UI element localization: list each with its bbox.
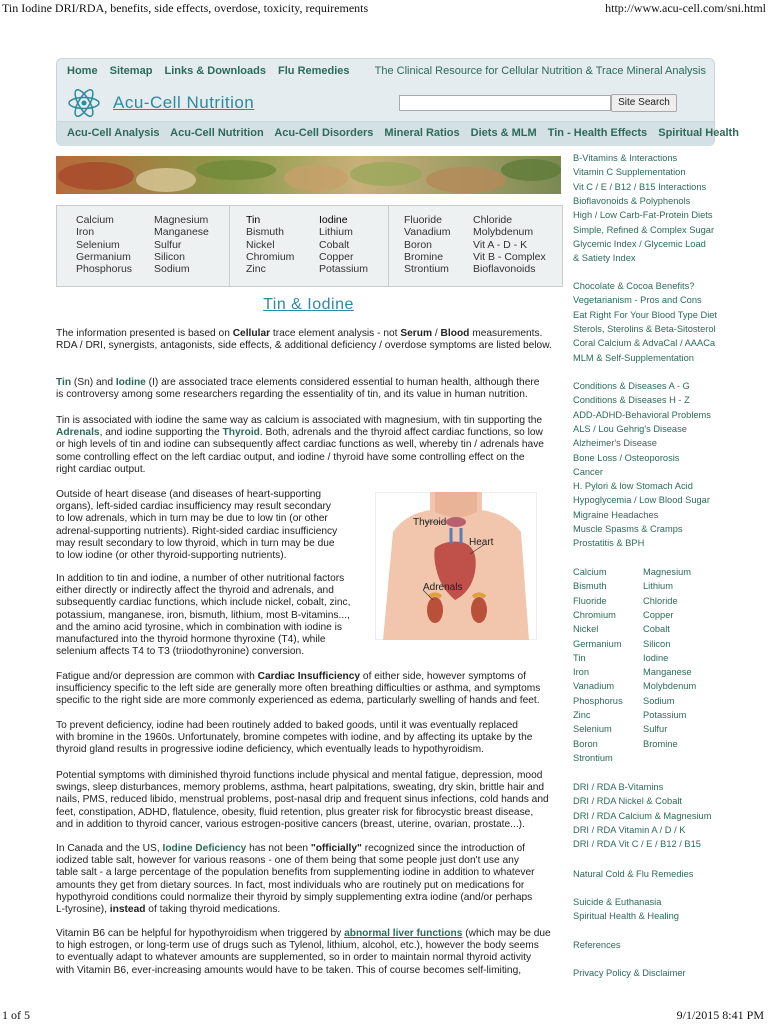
- sidebar-link[interactable]: Cancer: [573, 466, 603, 477]
- subnav-mineral-ratios[interactable]: Mineral Ratios: [384, 127, 460, 139]
- search-input[interactable]: [399, 95, 611, 111]
- sidebar-link[interactable]: DRI / RDA Nickel & Cobalt: [573, 796, 683, 807]
- subnav-tin-health-effects[interactable]: Tin - Health Effects: [547, 127, 648, 139]
- sidebar-mineral-link[interactable]: Strontium: [573, 752, 613, 763]
- nav-flu-remedies[interactable]: Flu Remedies: [278, 65, 350, 77]
- element-link-current[interactable]: Tin: [246, 214, 261, 226]
- thyroid-heart-adrenals-figure: [375, 492, 537, 640]
- sidebar-mineral-link[interactable]: Magnesium: [643, 567, 692, 577]
- paragraph-iodine-deficiency: In Canada and the US, Iodine Deficiency has not been "officially" recognized since the introduction of iodized table salt, however for various reasons - one of them being that some people just don't use any table salt - a large percentage of the population benefits from supplementing iodine in addition to whatever amounts they get from dietary sources. In fact, most individuals who are routinely put on medications for hypothyroid conditions could normalize their thyroid by simply supplementing extra iodine (and/or perhaps L-tyrosine), instead of taking thyroid medications.: [56, 843, 535, 916]
- sidebar-link[interactable]: Chocolate & Cocoa Benefits?: [573, 281, 695, 291]
- element-index: [56, 205, 563, 287]
- sidebar-link[interactable]: DRI / RDA Calcium & Magnesium: [573, 810, 712, 821]
- subnav-acu-cell-analysis[interactable]: Acu-Cell Analysis: [67, 127, 160, 139]
- sidebar-link[interactable]: H. Pylori & low Stomach Acid: [573, 481, 693, 492]
- element-column-3: [246, 214, 294, 275]
- sidebar-link[interactable]: Coral Calcium & AdvaCal / AAACa: [573, 338, 716, 349]
- element-column-6: [473, 214, 546, 275]
- sidebar-link[interactable]: Vitamin C Supplementation: [573, 167, 686, 178]
- sidebar-link[interactable]: MLM & Self-Supplementation: [573, 352, 694, 363]
- nav-home[interactable]: Home: [67, 65, 98, 77]
- sidebar-link[interactable]: Natural Cold & Flu Remedies: [573, 869, 694, 879]
- element-link[interactable]: Strontium: [404, 263, 449, 276]
- column-divider: [388, 206, 389, 286]
- sidebar-link[interactable]: DRI / RDA Vitamin A / D / K: [573, 824, 686, 835]
- sidebar-link[interactable]: Migraine Headaches: [573, 509, 659, 520]
- sidebar-mineral-link[interactable]: Lithium: [643, 581, 673, 592]
- figure-label-adrenals: Adrenals: [423, 582, 463, 593]
- abnormal-liver-functions-link[interactable]: abnormal liver functions: [344, 928, 463, 939]
- sidebar-link[interactable]: ADD-ADHD-Behavioral Problems: [573, 409, 711, 420]
- element-link[interactable]: Bromine: [404, 250, 444, 263]
- sidebar-mineral-link[interactable]: Cobalt: [643, 624, 670, 635]
- subnav-acu-cell-nutrition[interactable]: Acu-Cell Nutrition: [170, 127, 264, 139]
- sidebar-mineral-link[interactable]: Zinc: [573, 710, 591, 720]
- print-page-number: 1 of 5: [2, 1008, 30, 1022]
- sidebar-mineral-link[interactable]: Potassium: [643, 710, 687, 720]
- sidebar-link[interactable]: Eat Right For Your Blood Type Diet: [573, 309, 718, 320]
- sidebar-link[interactable]: Vit C / E / B12 / B15 Interactions: [573, 181, 707, 192]
- element-link[interactable]: Boron: [404, 238, 433, 251]
- sidebar-link[interactable]: & Satiety Index: [573, 253, 636, 264]
- sidebar-link[interactable]: Suicide & Euthanasia: [573, 897, 662, 907]
- sidebar-link[interactable]: Glycemic Index / Glycemic Load: [573, 238, 706, 249]
- element-column-2: [154, 214, 209, 275]
- print-footer: [0, 1006, 768, 1024]
- sidebar-mineral-link[interactable]: Copper: [643, 609, 674, 620]
- element-link[interactable]: Germanium: [76, 250, 131, 263]
- site-brand[interactable]: Acu-Cell Nutrition: [113, 93, 255, 112]
- sidebar-link[interactable]: Conditions & Diseases H - Z: [573, 395, 690, 406]
- subnav-acu-cell-disorders[interactable]: Acu-Cell Disorders: [274, 127, 374, 139]
- sidebar-mineral-link[interactable]: Chloride: [643, 595, 678, 606]
- sidebar-mineral-link[interactable]: Fluoride: [573, 595, 607, 606]
- element-column-1: [76, 214, 132, 275]
- column-divider: [229, 206, 230, 286]
- top-nav: [67, 65, 359, 77]
- sidebar-link[interactable]: References: [573, 940, 621, 950]
- food-banner-image: [56, 156, 561, 194]
- sidebar-link[interactable]: B-Vitamins & Interactions: [573, 153, 678, 163]
- element-link[interactable]: Silicon: [154, 250, 185, 263]
- sidebar-mineral-link[interactable]: Bismuth: [573, 581, 607, 592]
- sidebar-mineral-link[interactable]: Bromine: [643, 738, 678, 749]
- paragraph-bromine: To prevent deficiency, iodine had been routinely added to baked goods, until it was eventually replaced with bromine in the 1960s. Unfortunately, bromine competes with iodine, and by affecting its uptake by the thyroid gland results in progressive iodine deficiency, which eventually leads to hypothyroidism.: [56, 720, 533, 756]
- print-date: 9/1/2015 8:41 PM: [676, 1008, 764, 1022]
- element-link[interactable]: Phosphorus: [76, 263, 133, 276]
- element-link[interactable]: Selenium: [76, 238, 120, 251]
- element-link[interactable]: Iron: [76, 226, 95, 239]
- element-link[interactable]: Manganese: [154, 226, 209, 239]
- sidebar-link[interactable]: ALS / Lou Gehrig's Disease: [573, 423, 687, 434]
- sidebar-mineral-link[interactable]: Calcium: [573, 567, 607, 577]
- element-link[interactable]: Sulfur: [154, 238, 182, 251]
- sidebar-link[interactable]: High / Low Carb-Fat-Protein Diets: [573, 210, 713, 221]
- element-link[interactable]: Vit B - Complex: [473, 250, 546, 263]
- print-url: http://www.acu-cell.com/sni.html: [605, 1, 766, 15]
- sidebar-link[interactable]: Simple, Refined & Complex Sugar: [573, 224, 715, 235]
- element-link-current[interactable]: Iodine: [319, 214, 348, 226]
- atom-logo-icon[interactable]: [67, 86, 101, 120]
- sidebar-mineral-link[interactable]: Silicon: [643, 638, 671, 649]
- sidebar-mineral-link[interactable]: Phosphorus: [573, 695, 623, 706]
- sidebar-link[interactable]: Alzheimer's Disease: [573, 438, 657, 449]
- element-link[interactable]: Chromium: [246, 250, 295, 263]
- nav-links-downloads[interactable]: Links & Downloads: [164, 65, 266, 77]
- site-search-button[interactable]: Site Search: [611, 94, 677, 112]
- intro-paragraph: The information presented is based on Cellular trace element analysis - not Serum / Blood measurements. RDA / DRI, synergists, antagonists, side effects, & additional deficiency / overdose symptoms are listed below.: [56, 328, 552, 352]
- sidebar-mineral-link[interactable]: Manganese: [643, 667, 692, 678]
- element-column-4: [319, 214, 368, 275]
- sidebar-link[interactable]: Bone Loss / Osteoporosis: [573, 452, 680, 463]
- subnav-diets-mlm[interactable]: Diets & MLM: [470, 127, 537, 139]
- sidebar-mineral-link[interactable]: Boron: [573, 738, 598, 749]
- element-link[interactable]: Magnesium: [154, 214, 209, 226]
- paragraph-tin-iodine: Tin (Sn) and Iodine (I) are associated trace elements considered essential to human health, although there is controversy among some researchers regarding the essentiality of tin, and its value in human nutrition.: [56, 377, 540, 401]
- sidebar-link[interactable]: Bioflavonoids & Polyphenols: [573, 195, 691, 206]
- sidebar-link[interactable]: Sterols, Sterolins & Beta-Sitosterol: [573, 323, 716, 334]
- element-link[interactable]: Potassium: [319, 263, 369, 276]
- paragraph-nutritional-factors: In addition to tin and iodine, a number of other nutritional factors either directly or indirectly affect the thyroid and adrenals, and subsequently cardiac functions, which include nickel, cobalt, zinc, potassium, manganese, iron, bismuth, lithium, most B-vitamins..., and the amino acid tyrosine, which in combination with iodine is manufactured into the thyroid hormone thyroxine (T4), while selenium affects T4 to T3 (triiodothyronine) conversion.: [56, 573, 351, 658]
- sidebar-mineral-link[interactable]: Selenium: [573, 724, 612, 735]
- element-link[interactable]: Bioflavonoids: [473, 263, 536, 276]
- sidebar-mineral-link[interactable]: Chromium: [573, 609, 616, 620]
- element-link[interactable]: Zinc: [246, 263, 266, 276]
- paragraph-fatigue: Fatigue and/or depression are common with Cardiac Insufficiency of either side, however symptoms of insufficiency specific to the left side are generally more often breathing difficulties or asthma, and symptoms specific to the right side are more commonly experienced as edema, particularly swelling of hands and feet.: [56, 671, 541, 707]
- sidebar-mineral-link[interactable]: Iron: [573, 667, 590, 678]
- element-link[interactable]: Molybdenum: [473, 226, 534, 239]
- sidebar-mineral-link[interactable]: Iodine: [643, 652, 669, 663]
- element-link[interactable]: Calcium: [76, 214, 114, 226]
- sidebar-link[interactable]: Conditions & Diseases A - G: [573, 381, 690, 391]
- site-tagline: The Clinical Resource for Cellular Nutrition & Trace Mineral Analysis: [374, 65, 706, 77]
- page-title: Tin & Iodine: [263, 296, 354, 313]
- sidebar-link[interactable]: DRI / RDA B-Vitamins: [573, 782, 664, 792]
- element-link[interactable]: Copper: [319, 250, 354, 263]
- element-link[interactable]: Fluoride: [404, 214, 442, 226]
- element-link[interactable]: Cobalt: [319, 238, 350, 251]
- print-page-title: Tin Iodine DRI/RDA, benefits, side effects, overdose, toxicity, requirements: [2, 1, 369, 15]
- nav-sitemap[interactable]: Sitemap: [109, 65, 153, 77]
- sidebar-link[interactable]: DRI / RDA Vit C / E / B12 / B15: [573, 839, 701, 850]
- paragraph-vitamin-b6: Vitamin B6 can be helpful for hypothyroidism when triggered by abnormal liver functions (which may be due to high estrogen, or long-term use of drugs such as Tylenol, lithium, alcohol, etc.), however the body seems to eventually adapt to whatever amounts are supplemented, so in order to maintain normal thyroid activity with Vitamin B6, ever-increasing amounts would have to be taken. This of course becomes self-limiting,: [56, 928, 551, 976]
- sidebar-mineral-link[interactable]: Vanadium: [573, 681, 615, 692]
- element-link[interactable]: Nickel: [246, 238, 275, 251]
- sidebar-mineral-link[interactable]: Molybdenum: [643, 681, 697, 692]
- subnav-spiritual-health[interactable]: Spiritual Health: [658, 127, 739, 139]
- element-link[interactable]: Bismuth: [246, 226, 284, 239]
- paragraph-cardiac: Outside of heart disease (and diseases of heart-supporting organs), left-sided cardiac insufficiency may result secondary to low adrenals, which in turn may be due to low tin (or other adrenal-supporting nutrients). Right-sided cardiac insufficiency may result secondary to low thyroid, which in turn may be due to low iodine (or other thyroid-supporting nutrients).: [56, 489, 338, 562]
- sidebar-mineral-link[interactable]: Germanium: [573, 638, 622, 649]
- sidebar-mineral-link[interactable]: Nickel: [573, 624, 599, 635]
- figure-label-heart: Heart: [469, 537, 494, 548]
- element-link[interactable]: Vanadium: [404, 226, 451, 239]
- element-link[interactable]: Chloride: [473, 214, 513, 226]
- sidebar-link[interactable]: Muscle Spasms & Cramps: [573, 524, 683, 534]
- site-header: [56, 58, 739, 146]
- sub-nav: [57, 121, 739, 146]
- sidebar-link[interactable]: Privacy Policy & Disclaimer: [573, 968, 686, 978]
- element-link[interactable]: Sodium: [154, 263, 190, 276]
- sidebar-mineral-link[interactable]: Sulfur: [643, 724, 668, 735]
- sidebar-link[interactable]: Vegetarianism - Pros and Cons: [573, 295, 702, 306]
- sidebar-mineral-link[interactable]: Tin: [573, 652, 586, 663]
- element-link[interactable]: Lithium: [319, 226, 353, 239]
- element-link[interactable]: Vit A - D - K: [473, 238, 528, 251]
- paragraph-symptoms: Potential symptoms with diminished thyroid functions include physical and mental fatigue, depression, mood swings, sleep disturbances, memory problems, asthma, heart palpitations, sweating, dry skin, brittle hair and nails, PMS, reduced libido, menstrual problems, post-nasal drip and frequent sinus infections, cold hands and feet, constipation, ADHD, flatulence, obesity, fluid retention, plus greater risk for fibrocystic breast disease, and in addition to thyroid cancer, various estrogen-positive cancers (breast, uterine, ovarian, prostate...).: [56, 770, 549, 830]
- print-header: [0, 0, 768, 16]
- sidebar-mineral-link[interactable]: Sodium: [643, 695, 675, 706]
- sidebar-link[interactable]: Spiritual Health & Healing: [573, 911, 679, 922]
- sidebar-link[interactable]: Prostatitis & BPH: [573, 538, 645, 549]
- paragraph-association: Tin is associated with iodine the same way as calcium is associated with magnesium, with tin supporting the Adrenals, and iodine supporting the Thyroid. Both, adrenals and the thyroid affect cardiac functions, so low or high levels of tin and iodine can subsequently affect cardiac functions as well, whereby tin / adrenals have some controlling effect on the left cardiac output, and iodine / thyroid have some controlling effect on the right cardiac output.: [56, 415, 544, 475]
- sidebar-link[interactable]: Hypoglycemia / Low Blood Sugar: [573, 495, 710, 506]
- figure-label-thyroid: Thyroid: [413, 517, 447, 528]
- element-column-5: [404, 214, 451, 275]
